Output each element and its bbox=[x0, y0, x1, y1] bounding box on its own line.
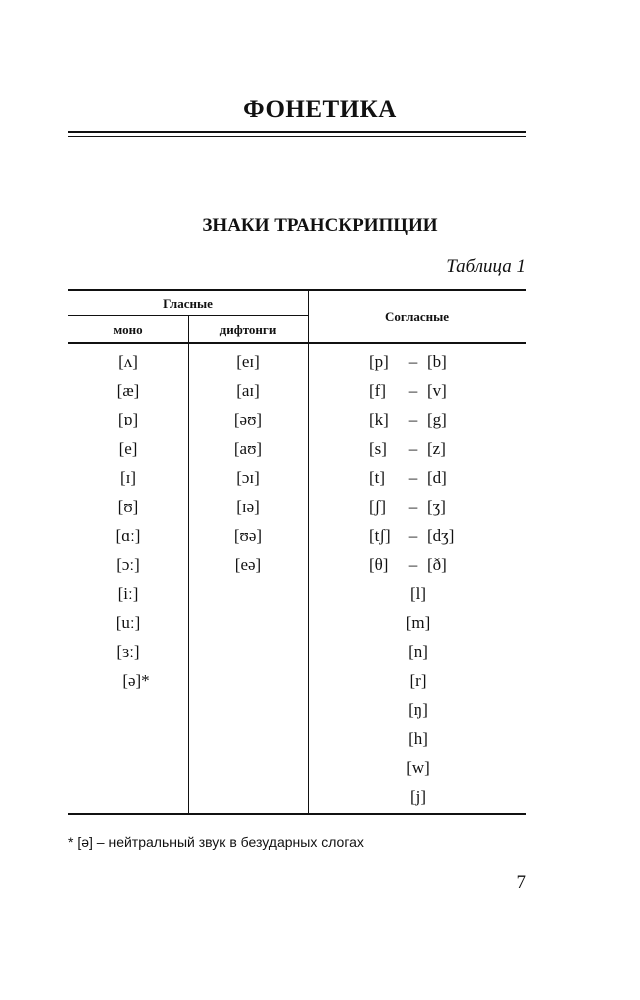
header-consonants: Согласные bbox=[384, 309, 450, 324]
vowel-mono-cell: [æ] bbox=[116, 381, 140, 400]
vowel-mono-cell: [ɪ] bbox=[119, 468, 137, 487]
consonant-pair-row bbox=[369, 497, 467, 517]
vowel-diphthong-cell: [eə] bbox=[234, 555, 262, 574]
consonant-pair-row bbox=[369, 526, 467, 546]
consonant-voiceless: [θ] bbox=[369, 555, 389, 574]
consonant-dash: – bbox=[408, 410, 418, 429]
consonant-voiceless: [s] bbox=[369, 439, 387, 458]
consonant-voiceless: [f] bbox=[369, 381, 386, 400]
consonant-voiced: [dʒ] bbox=[427, 526, 455, 545]
consonant-single-cell: [m] bbox=[405, 613, 431, 632]
vowel-diphthong-cell: [ɔɪ] bbox=[236, 468, 260, 487]
page-header-title: ФОНЕТИКА bbox=[243, 96, 397, 123]
consonant-voiceless: [ʃ] bbox=[369, 497, 386, 516]
consonant-single-cell: [ŋ] bbox=[408, 700, 428, 719]
vowel-mono-cell: [ʌ] bbox=[118, 352, 138, 371]
consonant-single-cell: [w] bbox=[406, 758, 430, 777]
vowel-diphthong-cell: [ʊə] bbox=[233, 526, 263, 545]
header-diphthongs: дифтонги bbox=[219, 322, 277, 337]
consonant-dash: – bbox=[408, 439, 418, 458]
vowel-mono-cell: [ɒ] bbox=[117, 410, 139, 429]
consonant-single-cell: [n] bbox=[408, 642, 428, 661]
consonant-dash: – bbox=[408, 352, 418, 371]
consonant-voiced: [b] bbox=[427, 352, 447, 371]
consonant-pair-row bbox=[369, 468, 467, 488]
header-vowels: Гласные bbox=[163, 296, 213, 311]
consonant-single-cell: [r] bbox=[409, 671, 427, 690]
consonant-dash: – bbox=[408, 381, 418, 400]
vowel-diphthong-cell: [aʊ] bbox=[233, 439, 263, 458]
vowel-mono-cell: [uː] bbox=[115, 613, 141, 632]
consonant-voiced: [z] bbox=[427, 439, 446, 458]
vowel-mono-cell: [ɔː] bbox=[116, 555, 140, 574]
header-rule-thick bbox=[68, 131, 526, 133]
consonant-single-cell: [l] bbox=[409, 584, 427, 603]
vowel-mono-cell: [ɑː] bbox=[115, 526, 141, 545]
vowel-mono-cell: [e] bbox=[118, 439, 138, 458]
vowel-mono-cell: [ə]* bbox=[122, 671, 150, 690]
consonant-single-cell: [j] bbox=[409, 787, 427, 806]
vowel-diphthong-cell: [əʊ] bbox=[233, 410, 263, 429]
section-title: ЗНАКИ ТРАНСКРИПЦИИ bbox=[202, 215, 438, 236]
consonant-dash: – bbox=[408, 468, 418, 487]
consonant-voiceless: [p] bbox=[369, 352, 389, 371]
consonant-voiceless: [t] bbox=[369, 468, 386, 487]
column-divider-vowels-consonants bbox=[308, 289, 309, 814]
table-top-rule bbox=[68, 289, 526, 291]
vowel-diphthong-cell: [ɪə] bbox=[236, 497, 260, 516]
header-rule-thin bbox=[68, 136, 526, 137]
consonant-voiced: [d] bbox=[427, 468, 447, 487]
consonant-single-cell: [h] bbox=[408, 729, 428, 748]
table-caption: Таблица 1 bbox=[446, 256, 526, 277]
consonant-voiced: [ð] bbox=[427, 555, 447, 574]
consonant-voiceless: [tʃ] bbox=[369, 526, 391, 545]
page-number: 7 bbox=[516, 872, 526, 893]
consonant-pair-row bbox=[369, 410, 467, 430]
vowel-mono-cell: [ɜː] bbox=[116, 642, 140, 661]
consonant-pair-row bbox=[369, 555, 467, 575]
consonant-voiceless: [k] bbox=[369, 410, 389, 429]
consonant-dash: – bbox=[408, 497, 418, 516]
header-mono: моно bbox=[113, 322, 143, 337]
consonant-voiced: [v] bbox=[427, 381, 447, 400]
vowel-diphthong-cell: [eɪ] bbox=[236, 352, 260, 371]
consonant-pair-row bbox=[369, 439, 467, 459]
vowel-diphthong-cell: [aɪ] bbox=[236, 381, 260, 400]
consonant-pair-row bbox=[369, 381, 467, 401]
consonant-pair-row bbox=[369, 352, 467, 372]
vowel-mono-cell: [iː] bbox=[117, 584, 139, 603]
table-bottom-rule bbox=[68, 813, 526, 815]
consonant-dash: – bbox=[408, 526, 418, 545]
vowel-mono-cell: [ʊ] bbox=[117, 497, 139, 516]
consonant-voiced: [g] bbox=[427, 410, 447, 429]
footnote: * [ə] – нейтральный звук в безударных слогах bbox=[68, 834, 364, 850]
consonant-voiced: [ʒ] bbox=[427, 497, 446, 516]
consonant-dash: – bbox=[408, 555, 418, 574]
table-header-bottom-rule bbox=[68, 342, 526, 344]
